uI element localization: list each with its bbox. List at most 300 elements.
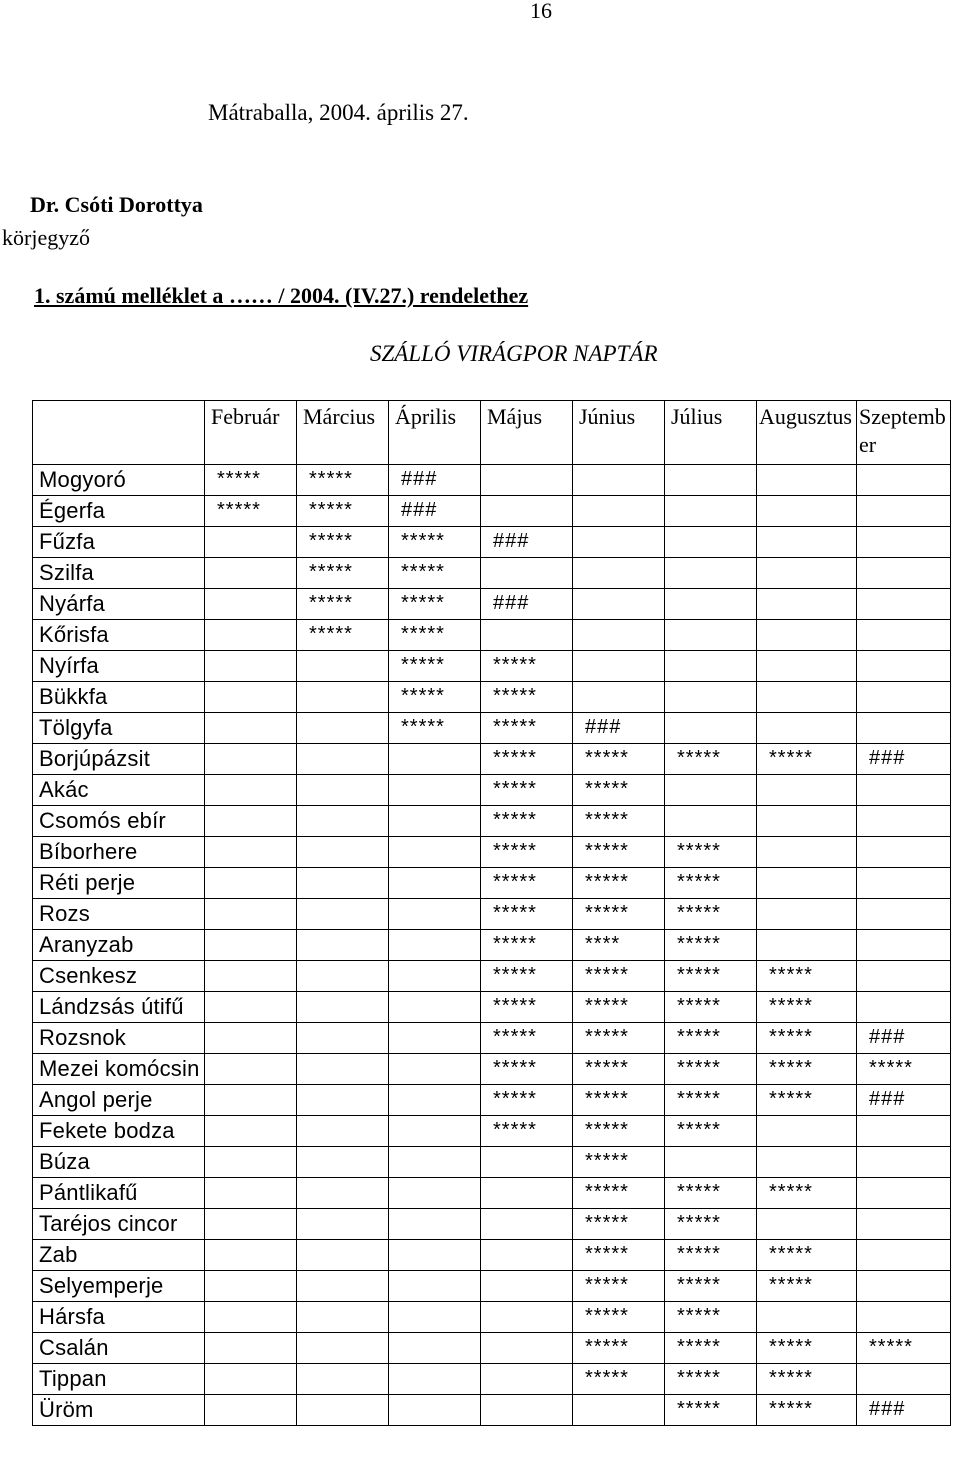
pollen-table-body xyxy=(33,465,951,1426)
pollen-mark-cell xyxy=(389,1302,481,1333)
pollen-mark-cell xyxy=(857,806,951,837)
plant-name: Mezei komócsin xyxy=(33,1054,205,1085)
pollen-mark-cell xyxy=(573,465,665,496)
pollen-mark-cell xyxy=(205,1209,297,1240)
table-row xyxy=(33,682,951,713)
pollen-mark-cell: ***** xyxy=(573,837,665,868)
table-row xyxy=(33,1147,951,1178)
pollen-mark-cell xyxy=(297,1116,389,1147)
pollen-mark-cell xyxy=(857,1116,951,1147)
pollen-mark-cell xyxy=(757,558,857,589)
pollen-mark-cell: ***** xyxy=(757,992,857,1023)
pollen-mark-cell xyxy=(665,775,757,806)
pollen-mark-cell xyxy=(205,558,297,589)
table-row xyxy=(33,527,951,558)
month-header: Július xyxy=(665,401,757,465)
table-row xyxy=(33,930,951,961)
pollen-mark-cell: ***** xyxy=(573,1054,665,1085)
pollen-mark-cell xyxy=(665,558,757,589)
pollen-mark-cell: ***** xyxy=(573,1116,665,1147)
pollen-mark-cell xyxy=(389,1395,481,1426)
pollen-mark-cell: ### xyxy=(389,496,481,527)
pollen-mark-cell xyxy=(297,775,389,806)
pollen-mark-cell: ***** xyxy=(665,1116,757,1147)
pollen-mark-cell: ***** xyxy=(573,899,665,930)
pollen-mark-cell xyxy=(857,713,951,744)
pollen-mark-cell: ***** xyxy=(481,1054,573,1085)
plant-name: Taréjos cincor xyxy=(33,1209,205,1240)
pollen-mark-cell: ***** xyxy=(573,1302,665,1333)
pollen-mark-cell xyxy=(757,620,857,651)
table-row xyxy=(33,558,951,589)
pollen-mark-cell: ***** xyxy=(665,1085,757,1116)
pollen-mark-cell xyxy=(481,1364,573,1395)
pollen-mark-cell xyxy=(205,1178,297,1209)
pollen-mark-cell xyxy=(389,992,481,1023)
pollen-mark-cell: ### xyxy=(857,744,951,775)
pollen-mark-cell xyxy=(757,496,857,527)
table-row xyxy=(33,1364,951,1395)
plant-name: Zab xyxy=(33,1240,205,1271)
table-row xyxy=(33,589,951,620)
pollen-mark-cell: ***** xyxy=(665,1023,757,1054)
pollen-mark-cell xyxy=(573,558,665,589)
pollen-mark-cell: ***** xyxy=(205,496,297,527)
pollen-mark-cell xyxy=(205,961,297,992)
table-row xyxy=(33,1240,951,1271)
pollen-mark-cell xyxy=(389,868,481,899)
pollen-mark-cell xyxy=(573,620,665,651)
pollen-mark-cell xyxy=(665,527,757,558)
plant-name: Fekete bodza xyxy=(33,1116,205,1147)
pollen-mark-cell: ***** xyxy=(389,651,481,682)
pollen-mark-cell xyxy=(205,1271,297,1302)
pollen-mark-cell: ***** xyxy=(573,744,665,775)
pollen-mark-cell: ***** xyxy=(481,651,573,682)
table-row xyxy=(33,496,951,527)
table-row xyxy=(33,1395,951,1426)
pollen-mark-cell: ***** xyxy=(481,930,573,961)
pollen-mark-cell xyxy=(205,713,297,744)
pollen-mark-cell xyxy=(297,1023,389,1054)
pollen-mark-cell: ***** xyxy=(757,1364,857,1395)
annex-reference: 1. számú melléklet a …… / 2004. (IV.27.) rendelethez xyxy=(34,283,529,308)
pollen-mark-cell xyxy=(389,1333,481,1364)
pollen-mark-cell xyxy=(205,868,297,899)
plant-name: Lándzsás útifű xyxy=(33,992,205,1023)
plant-name: Csomós ebír xyxy=(33,806,205,837)
pollen-mark-cell: ***** xyxy=(757,744,857,775)
pollen-mark-cell xyxy=(857,465,951,496)
pollen-mark-cell: ***** xyxy=(481,868,573,899)
pollen-mark-cell: ***** xyxy=(481,775,573,806)
plant-name: Pántlikafű xyxy=(33,1178,205,1209)
pollen-mark-cell xyxy=(389,837,481,868)
pollen-mark-cell xyxy=(857,775,951,806)
plant-name: Csenkesz xyxy=(33,961,205,992)
pollen-mark-cell xyxy=(573,682,665,713)
pollen-mark-cell xyxy=(297,806,389,837)
table-row xyxy=(33,775,951,806)
pollen-mark-cell xyxy=(297,837,389,868)
pollen-mark-cell xyxy=(573,589,665,620)
pollen-mark-cell: ***** xyxy=(297,496,389,527)
pollen-mark-cell xyxy=(757,868,857,899)
pollen-mark-cell: ***** xyxy=(481,837,573,868)
pollen-mark-cell xyxy=(205,899,297,930)
pollen-mark-cell xyxy=(857,837,951,868)
pollen-mark-cell: ***** xyxy=(665,1271,757,1302)
plant-name: Rozsnok xyxy=(33,1023,205,1054)
pollen-mark-cell: ***** xyxy=(389,682,481,713)
pollen-mark-cell xyxy=(481,620,573,651)
pollen-mark-cell: ### xyxy=(857,1085,951,1116)
pollen-mark-cell: ***** xyxy=(665,1333,757,1364)
table-row xyxy=(33,1116,951,1147)
table-row xyxy=(33,713,951,744)
pollen-mark-cell: ***** xyxy=(481,899,573,930)
pollen-mark-cell xyxy=(481,558,573,589)
pollen-mark-cell xyxy=(389,1085,481,1116)
pollen-mark-cell xyxy=(297,713,389,744)
table-row xyxy=(33,1209,951,1240)
pollen-mark-cell xyxy=(857,527,951,558)
pollen-mark-cell xyxy=(205,620,297,651)
pollen-mark-cell xyxy=(665,1147,757,1178)
pollen-mark-cell xyxy=(389,1209,481,1240)
pollen-mark-cell: ***** xyxy=(481,1116,573,1147)
pollen-mark-cell xyxy=(205,589,297,620)
pollen-mark-cell xyxy=(297,1209,389,1240)
plant-name: Üröm xyxy=(33,1395,205,1426)
pollen-mark-cell: ***** xyxy=(757,1333,857,1364)
pollen-mark-cell xyxy=(205,1302,297,1333)
plant-name: Bükkfa xyxy=(33,682,205,713)
table-row xyxy=(33,1302,951,1333)
pollen-mark-cell xyxy=(857,992,951,1023)
pollen-mark-cell xyxy=(205,806,297,837)
pollen-mark-cell: ### xyxy=(481,527,573,558)
pollen-mark-cell xyxy=(297,1395,389,1426)
pollen-mark-cell: ***** xyxy=(573,1085,665,1116)
table-row xyxy=(33,1085,951,1116)
pollen-mark-cell xyxy=(573,527,665,558)
pollen-mark-cell xyxy=(857,1209,951,1240)
pollen-mark-cell xyxy=(665,496,757,527)
pollen-mark-cell xyxy=(297,682,389,713)
pollen-mark-cell xyxy=(389,775,481,806)
pollen-mark-cell xyxy=(857,620,951,651)
table-row xyxy=(33,992,951,1023)
pollen-mark-cell xyxy=(205,527,297,558)
pollen-mark-cell xyxy=(757,682,857,713)
table-row xyxy=(33,1054,951,1085)
pollen-mark-cell: ### xyxy=(573,713,665,744)
pollen-mark-cell xyxy=(481,1395,573,1426)
pollen-mark-cell xyxy=(389,899,481,930)
pollen-mark-cell: ***** xyxy=(389,713,481,744)
pollen-mark-cell: ***** xyxy=(573,961,665,992)
pollen-mark-cell xyxy=(665,651,757,682)
pollen-mark-cell: ***** xyxy=(757,1178,857,1209)
pollen-mark-cell xyxy=(297,651,389,682)
pollen-mark-cell: **** xyxy=(573,930,665,961)
table-row xyxy=(33,1023,951,1054)
pollen-mark-cell xyxy=(757,837,857,868)
pollen-mark-cell: ***** xyxy=(857,1054,951,1085)
month-header: Március xyxy=(297,401,389,465)
pollen-mark-cell xyxy=(389,1054,481,1085)
pollen-mark-cell xyxy=(389,1178,481,1209)
pollen-mark-cell xyxy=(757,930,857,961)
pollen-mark-cell: ***** xyxy=(665,868,757,899)
pollen-mark-cell xyxy=(205,1364,297,1395)
pollen-mark-cell: ***** xyxy=(481,1085,573,1116)
pollen-mark-cell: ***** xyxy=(757,1054,857,1085)
pollen-mark-cell: ***** xyxy=(665,961,757,992)
pollen-mark-cell xyxy=(205,682,297,713)
pollen-mark-cell xyxy=(297,1147,389,1178)
table-row xyxy=(33,744,951,775)
pollen-mark-cell xyxy=(857,1240,951,1271)
pollen-mark-cell xyxy=(757,899,857,930)
pollen-mark-cell xyxy=(297,930,389,961)
pollen-mark-cell xyxy=(297,1085,389,1116)
pollen-mark-cell xyxy=(665,589,757,620)
pollen-mark-cell xyxy=(481,1209,573,1240)
pollen-mark-cell xyxy=(297,1178,389,1209)
pollen-mark-cell: ***** xyxy=(757,961,857,992)
pollen-mark-cell xyxy=(857,1271,951,1302)
pollen-mark-cell xyxy=(857,1364,951,1395)
pollen-mark-cell xyxy=(389,1364,481,1395)
pollen-mark-cell: ***** xyxy=(389,589,481,620)
pollen-mark-cell xyxy=(205,1240,297,1271)
pollen-mark-cell: ***** xyxy=(665,1209,757,1240)
pollen-mark-cell xyxy=(481,1271,573,1302)
pollen-mark-cell xyxy=(857,868,951,899)
pollen-mark-cell xyxy=(205,1147,297,1178)
pollen-mark-cell: ***** xyxy=(573,806,665,837)
month-header: Február xyxy=(205,401,297,465)
plant-name: Réti perje xyxy=(33,868,205,899)
pollen-mark-cell xyxy=(665,465,757,496)
pollen-mark-cell: ***** xyxy=(297,558,389,589)
plant-name: Csalán xyxy=(33,1333,205,1364)
table-row xyxy=(33,1178,951,1209)
plant-name: Borjúpázsit xyxy=(33,744,205,775)
pollen-mark-cell: ***** xyxy=(573,1147,665,1178)
pollen-mark-cell xyxy=(205,930,297,961)
page-number: 16 xyxy=(530,0,552,23)
pollen-mark-cell: ***** xyxy=(573,1209,665,1240)
pollen-mark-cell: ***** xyxy=(665,744,757,775)
signer-name: Dr. Csóti Dorottya xyxy=(30,192,203,217)
pollen-mark-cell xyxy=(573,496,665,527)
pollen-mark-cell: ***** xyxy=(389,527,481,558)
pollen-mark-cell xyxy=(297,1364,389,1395)
pollen-mark-cell xyxy=(481,1178,573,1209)
pollen-mark-cell: ***** xyxy=(297,527,389,558)
pollen-mark-cell: ***** xyxy=(573,1333,665,1364)
plant-name: Angol perje xyxy=(33,1085,205,1116)
pollen-mark-cell xyxy=(757,1209,857,1240)
pollen-mark-cell xyxy=(573,651,665,682)
pollen-mark-cell xyxy=(205,1085,297,1116)
table-row xyxy=(33,1333,951,1364)
pollen-mark-cell xyxy=(757,1116,857,1147)
pollen-mark-cell xyxy=(297,1240,389,1271)
pollen-mark-cell xyxy=(757,775,857,806)
pollen-mark-cell xyxy=(389,1147,481,1178)
pollen-mark-cell: ***** xyxy=(573,1271,665,1302)
pollen-mark-cell xyxy=(297,899,389,930)
pollen-mark-cell: ***** xyxy=(573,1240,665,1271)
pollen-mark-cell: ***** xyxy=(665,1054,757,1085)
pollen-mark-cell xyxy=(297,744,389,775)
pollen-mark-cell xyxy=(757,1302,857,1333)
pollen-mark-cell: ***** xyxy=(297,465,389,496)
pollen-mark-cell xyxy=(481,1302,573,1333)
pollen-mark-cell xyxy=(481,1333,573,1364)
table-row xyxy=(33,899,951,930)
table-row xyxy=(33,837,951,868)
pollen-mark-cell: ***** xyxy=(481,1023,573,1054)
plant-name: Nyírfa xyxy=(33,651,205,682)
pollen-mark-cell: ### xyxy=(857,1395,951,1426)
pollen-mark-cell xyxy=(857,589,951,620)
plant-name: Hársfa xyxy=(33,1302,205,1333)
plant-name: Rozs xyxy=(33,899,205,930)
pollen-mark-cell xyxy=(297,1271,389,1302)
pollen-mark-cell xyxy=(205,837,297,868)
signer-title: körjegyző xyxy=(2,225,90,250)
pollen-mark-cell: ***** xyxy=(665,1302,757,1333)
pollen-mark-cell xyxy=(389,806,481,837)
pollen-mark-cell xyxy=(205,1116,297,1147)
pollen-mark-cell xyxy=(205,1395,297,1426)
pollen-mark-cell: ***** xyxy=(573,1023,665,1054)
month-header: Augusztus xyxy=(757,401,857,465)
pollen-mark-cell xyxy=(481,496,573,527)
pollen-mark-cell: ### xyxy=(389,465,481,496)
table-row xyxy=(33,868,951,899)
calendar-title: SZÁLLÓ VIRÁGPOR NAPTÁR xyxy=(370,341,658,366)
pollen-mark-cell: ***** xyxy=(481,682,573,713)
table-row xyxy=(33,651,951,682)
plant-name: Tölgyfa xyxy=(33,713,205,744)
pollen-mark-cell xyxy=(857,899,951,930)
table-row xyxy=(33,465,951,496)
pollen-mark-cell xyxy=(205,1333,297,1364)
pollen-mark-cell xyxy=(481,465,573,496)
pollen-mark-cell: ***** xyxy=(757,1240,857,1271)
pollen-mark-cell xyxy=(857,1302,951,1333)
plant-name: Tippan xyxy=(33,1364,205,1395)
pollen-mark-cell xyxy=(205,992,297,1023)
pollen-mark-cell xyxy=(757,651,857,682)
pollen-mark-cell: ***** xyxy=(665,930,757,961)
pollen-mark-cell: ***** xyxy=(757,1085,857,1116)
pollen-mark-cell: ***** xyxy=(757,1395,857,1426)
plant-name: Fűzfa xyxy=(33,527,205,558)
plant-name: Akác xyxy=(33,775,205,806)
pollen-mark-cell: ***** xyxy=(665,1395,757,1426)
pollen-mark-cell xyxy=(297,1302,389,1333)
pollen-mark-cell: ***** xyxy=(205,465,297,496)
pollen-mark-cell: ***** xyxy=(573,1364,665,1395)
pollen-mark-cell: ***** xyxy=(757,1271,857,1302)
plant-name: Szilfa xyxy=(33,558,205,589)
table-row xyxy=(33,961,951,992)
pollen-mark-cell xyxy=(573,1395,665,1426)
pollen-mark-cell xyxy=(857,961,951,992)
pollen-mark-cell: ***** xyxy=(573,1178,665,1209)
pollen-mark-cell xyxy=(757,589,857,620)
plant-name: Nyárfa xyxy=(33,589,205,620)
pollen-mark-cell: ### xyxy=(857,1023,951,1054)
pollen-mark-cell xyxy=(665,620,757,651)
pollen-mark-cell xyxy=(205,775,297,806)
plant-name: Selyemperje xyxy=(33,1271,205,1302)
pollen-calendar-table xyxy=(32,400,951,1426)
pollen-mark-cell: ***** xyxy=(665,1178,757,1209)
plant-name: Égerfa xyxy=(33,496,205,527)
pollen-mark-cell: ***** xyxy=(573,868,665,899)
pollen-mark-cell xyxy=(205,744,297,775)
pollen-mark-cell xyxy=(389,1240,481,1271)
pollen-mark-cell: ***** xyxy=(481,713,573,744)
pollen-mark-cell: ### xyxy=(481,589,573,620)
plant-name: Kőrisfa xyxy=(33,620,205,651)
pollen-mark-cell xyxy=(389,1271,481,1302)
pollen-mark-cell xyxy=(205,651,297,682)
pollen-mark-cell: ***** xyxy=(389,620,481,651)
pollen-mark-cell: ***** xyxy=(481,744,573,775)
pollen-mark-cell xyxy=(297,961,389,992)
plant-name: Aranyzab xyxy=(33,930,205,961)
month-header: Június xyxy=(573,401,665,465)
pollen-mark-cell xyxy=(857,930,951,961)
table-row xyxy=(33,806,951,837)
plant-name: Bíborhere xyxy=(33,837,205,868)
month-header: Május xyxy=(481,401,573,465)
pollen-mark-cell xyxy=(857,496,951,527)
pollen-mark-cell xyxy=(297,1333,389,1364)
plant-name: Búza xyxy=(33,1147,205,1178)
pollen-mark-cell xyxy=(857,1147,951,1178)
pollen-mark-cell xyxy=(389,1023,481,1054)
pollen-mark-cell xyxy=(389,1116,481,1147)
pollen-mark-cell xyxy=(297,868,389,899)
month-header: Április xyxy=(389,401,481,465)
pollen-mark-cell xyxy=(757,527,857,558)
pollen-mark-cell: ***** xyxy=(665,1364,757,1395)
pollen-mark-cell xyxy=(389,930,481,961)
pollen-mark-cell xyxy=(297,1054,389,1085)
place-and-date: Mátraballa, 2004. április 27. xyxy=(208,100,469,125)
pollen-mark-cell: ***** xyxy=(481,992,573,1023)
pollen-mark-cell: ***** xyxy=(757,1023,857,1054)
pollen-mark-cell xyxy=(389,744,481,775)
pollen-mark-cell xyxy=(205,1023,297,1054)
corner-cell xyxy=(33,401,205,465)
pollen-mark-cell xyxy=(857,651,951,682)
pollen-mark-cell: ***** xyxy=(857,1333,951,1364)
pollen-mark-cell xyxy=(205,1054,297,1085)
pollen-mark-cell: ***** xyxy=(297,589,389,620)
table-row xyxy=(33,620,951,651)
